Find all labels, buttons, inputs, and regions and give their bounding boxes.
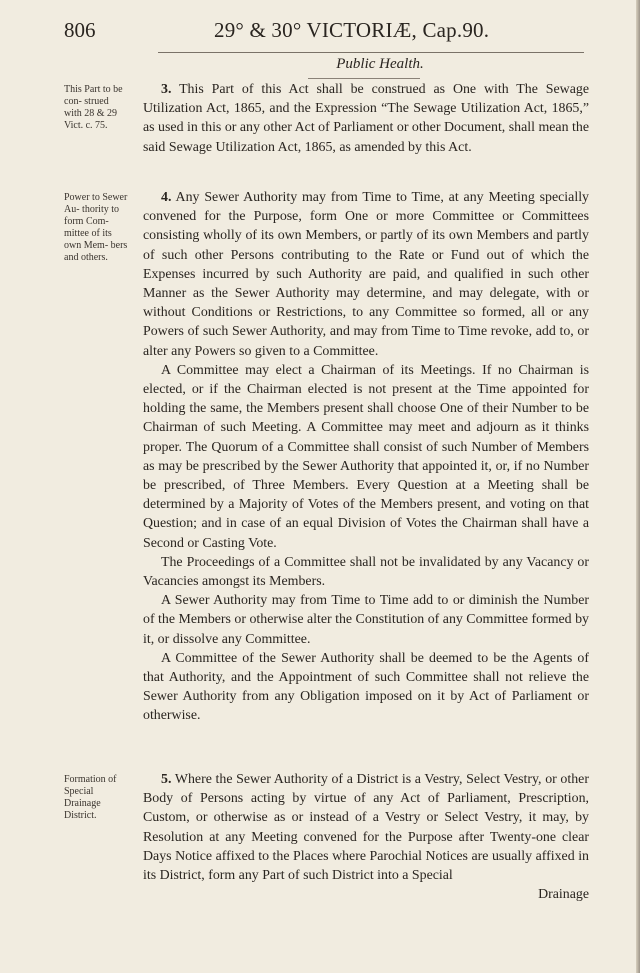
catchword: Drainage bbox=[538, 887, 589, 903]
section-3 bbox=[143, 80, 589, 157]
page-number: 806 bbox=[64, 18, 96, 42]
page-edge-shadow bbox=[636, 0, 640, 973]
section-number: 3. bbox=[161, 82, 172, 97]
section-number: 4. bbox=[161, 190, 172, 205]
margin-note-section-4: Power to Sewer Au- thority to form Com- mittee of its own Mem- bers and others. bbox=[64, 192, 128, 263]
section-3-paragraph-1: 3. This Part of this Act shall be construed as One with The Sewage Utilization Act, 1865, and the Expression “The Sewage Utilization Act, 1865,” as used in this or any other Act of Parliament or other Document, shall mean the said Sewage Utilization Act, 1865, as amended by this Act. bbox=[143, 82, 589, 155]
running-head-rule bbox=[308, 78, 420, 79]
section-number: 5. bbox=[161, 772, 172, 787]
section-4-paragraph-5: A Committee of the Sewer Authority shall be deemed to be the Agents of that Authority, and the Appointment of such Committee shall not relieve the Sewer Authority from any Obligation imposed on it by Act of Parliament or otherwise. bbox=[143, 650, 589, 724]
section-4-paragraph-2: A Committee may elect a Chairman of its Meetings. If no Chairman is elected, or if the Chairman elected is not present at the Time appointed for holding the same, the Members present shall choose One of their Number to be Chairman of such Meeting. A Committee may meet and adjourn as it thinks proper. The Quorum of a Committee shall consist of such Number of Members as may be prescribed by the Sewer Authority that appointed it, or, if no Number be prescribed, of Three Members. Every Question at a Meeting shall be determined by a Majority of Votes of the Members present, and voting on that Question; and in case of an equal Division of Votes the Chairman shall have a Second or Casting Vote. bbox=[143, 362, 589, 551]
margin-note-section-5: Formation of Special Drainage District. bbox=[64, 774, 117, 821]
margin-note-section-3: This Part to be con- strued with 28 & 29 Vict. c. 75. bbox=[64, 84, 123, 131]
section-4-paragraph-3: The Proceedings of a Committee shall not be invalidated by any Vacancy or Vacancies amongst its Members. bbox=[143, 554, 589, 590]
act-title: 29° & 30° VICTORIÆ, Cap.90. bbox=[214, 18, 490, 42]
section-4-paragraph-1: 4. Any Sewer Authority may from Time to Time, at any Meeting specially convened for the Purpose, form One or more Committee or Committees consisting wholly of its own Members, or partly of its own Members and partly of such other Persons contributing to the Rate or Fund out of which the Expenses incurred by such Authority are paid, and qualified in such other Manner as the Sewer Authority may determine, and may delegate, with or without Conditions or Restrictions, to any Committee so formed, all or any Powers of such Sewer Authority, and may from Time to Time revoke, add to, or alter any Powers so given to a Committee. bbox=[143, 190, 589, 359]
section-4 bbox=[143, 188, 589, 726]
section-4-paragraph-4: A Sewer Authority may from Time to Time add to or diminish the Number of the Members or otherwise alter the Constitution of any Committee formed by it, or dissolve any Committee. bbox=[143, 593, 589, 647]
running-head: Public Health. bbox=[336, 56, 424, 72]
section-5 bbox=[143, 770, 589, 904]
section-5-paragraph-1: 5. Where the Sewer Authority of a District is a Vestry, Select Vestry, or other Body of Persons acting by virtue of any Act of Parliament, Prescription, Custom, or otherwise as or instead of a Vestry or Select Vestry, it may, by Resolution at any Meeting convened for the Purpose after Twenty-one clear Days Notice affixed to the Places where Parochial Notices are usually affixed in its District, form any Part of such District into a Special bbox=[143, 772, 589, 884]
header-rule bbox=[158, 52, 584, 53]
